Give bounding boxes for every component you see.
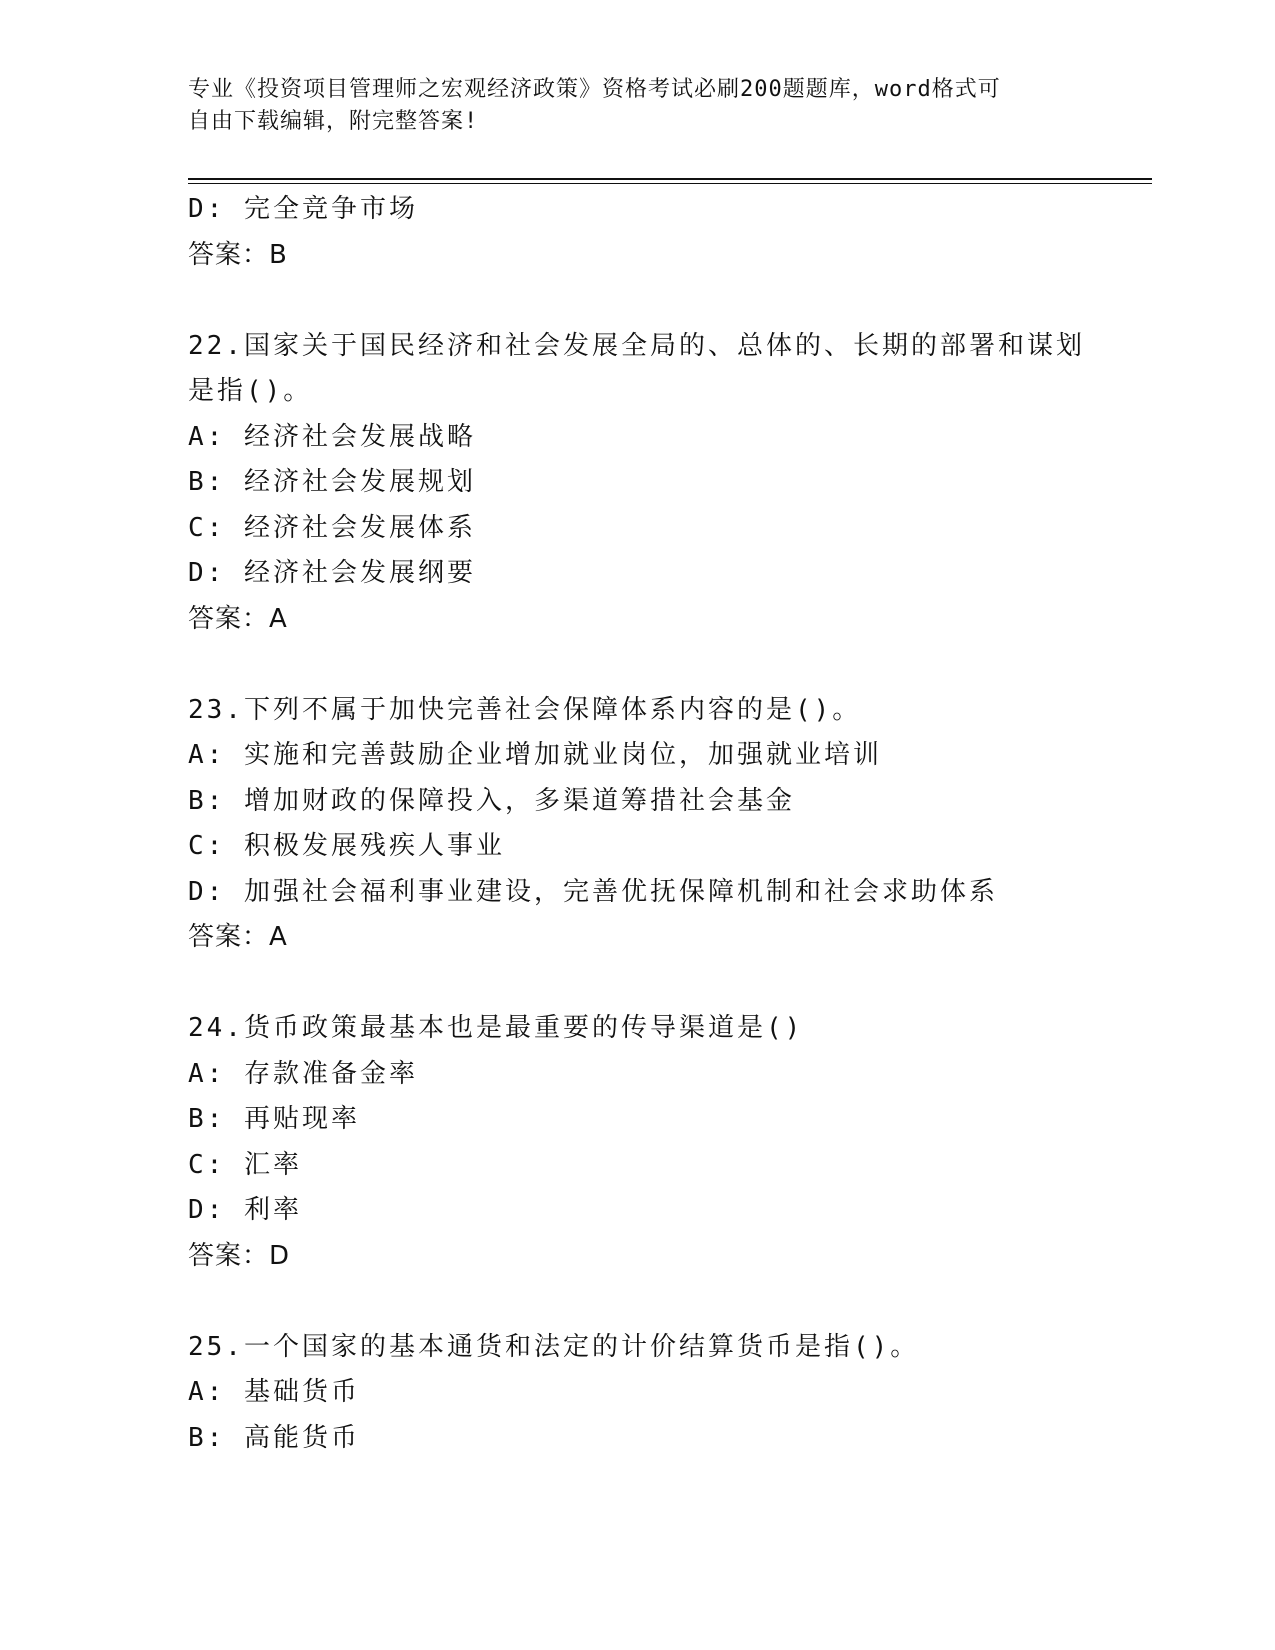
spacer [188,961,1152,1007]
option-d: D: 利率 [188,1195,302,1225]
question-block [188,324,1152,643]
spacer [188,278,1152,324]
question-stem: 23.下列不属于加快完善社会保障体系内容的是()。 [188,694,862,725]
header-line-2: 自由下载编辑，附完整答案! [188,109,479,134]
question-stem: 是指()。 [188,376,313,406]
question-stem: 25.一个国家的基本通货和法定的计价结算货币是指()。 [188,1331,920,1362]
question-list [188,187,1152,1461]
question-block [188,1325,1152,1462]
spacer [188,642,1152,688]
option-c: C: 积极发展残疾人事业 [188,831,505,861]
header-line-1: 专业《投资项目管理师之宏观经济政策》资格考试必刷200题题库，word格式可 [188,77,1001,102]
option-a: A: 经济社会发展战略 [188,421,476,452]
spacer [188,1279,1152,1325]
option-a: A: 存款准备金率 [188,1058,418,1089]
option-d: D: 经济社会发展纲要 [188,558,476,588]
option-b: B: 再贴现率 [188,1104,360,1134]
option-c: C: 经济社会发展体系 [188,512,476,543]
answer-text: 答案：B [188,239,288,270]
question-stem: 24.货币政策最基本也是最重要的传导渠道是() [188,1013,804,1043]
option-b: B: 经济社会发展规划 [188,467,476,497]
question-block [188,688,1152,961]
answer-text: 答案：A [188,922,288,952]
header-divider-thin [188,183,1152,184]
answer-text: 答案：D [188,1240,291,1271]
question-block [188,1006,1152,1279]
option-a: A: 基础货币 [188,1377,360,1407]
option-c: C: 汇率 [188,1149,302,1180]
option-d: D: 加强社会福利事业建设，完善优抚保障机制和社会求助体系 [188,876,998,907]
page-header [188,74,1088,138]
option-b: B: 高能货币 [188,1422,360,1453]
header-divider-thick [188,178,1152,180]
question-stem: 22.国家关于国民经济和社会发展全局的、总体的、长期的部署和谋划 [188,330,1085,361]
answer-text: 答案：A [188,603,288,634]
option-b: B: 增加财政的保障投入，多渠道筹措社会基金 [188,785,795,816]
option-d: D: 完全竞争市场 [188,194,418,224]
option-a: A: 实施和完善鼓励企业增加就业岗位，加强就业培训 [188,740,882,770]
